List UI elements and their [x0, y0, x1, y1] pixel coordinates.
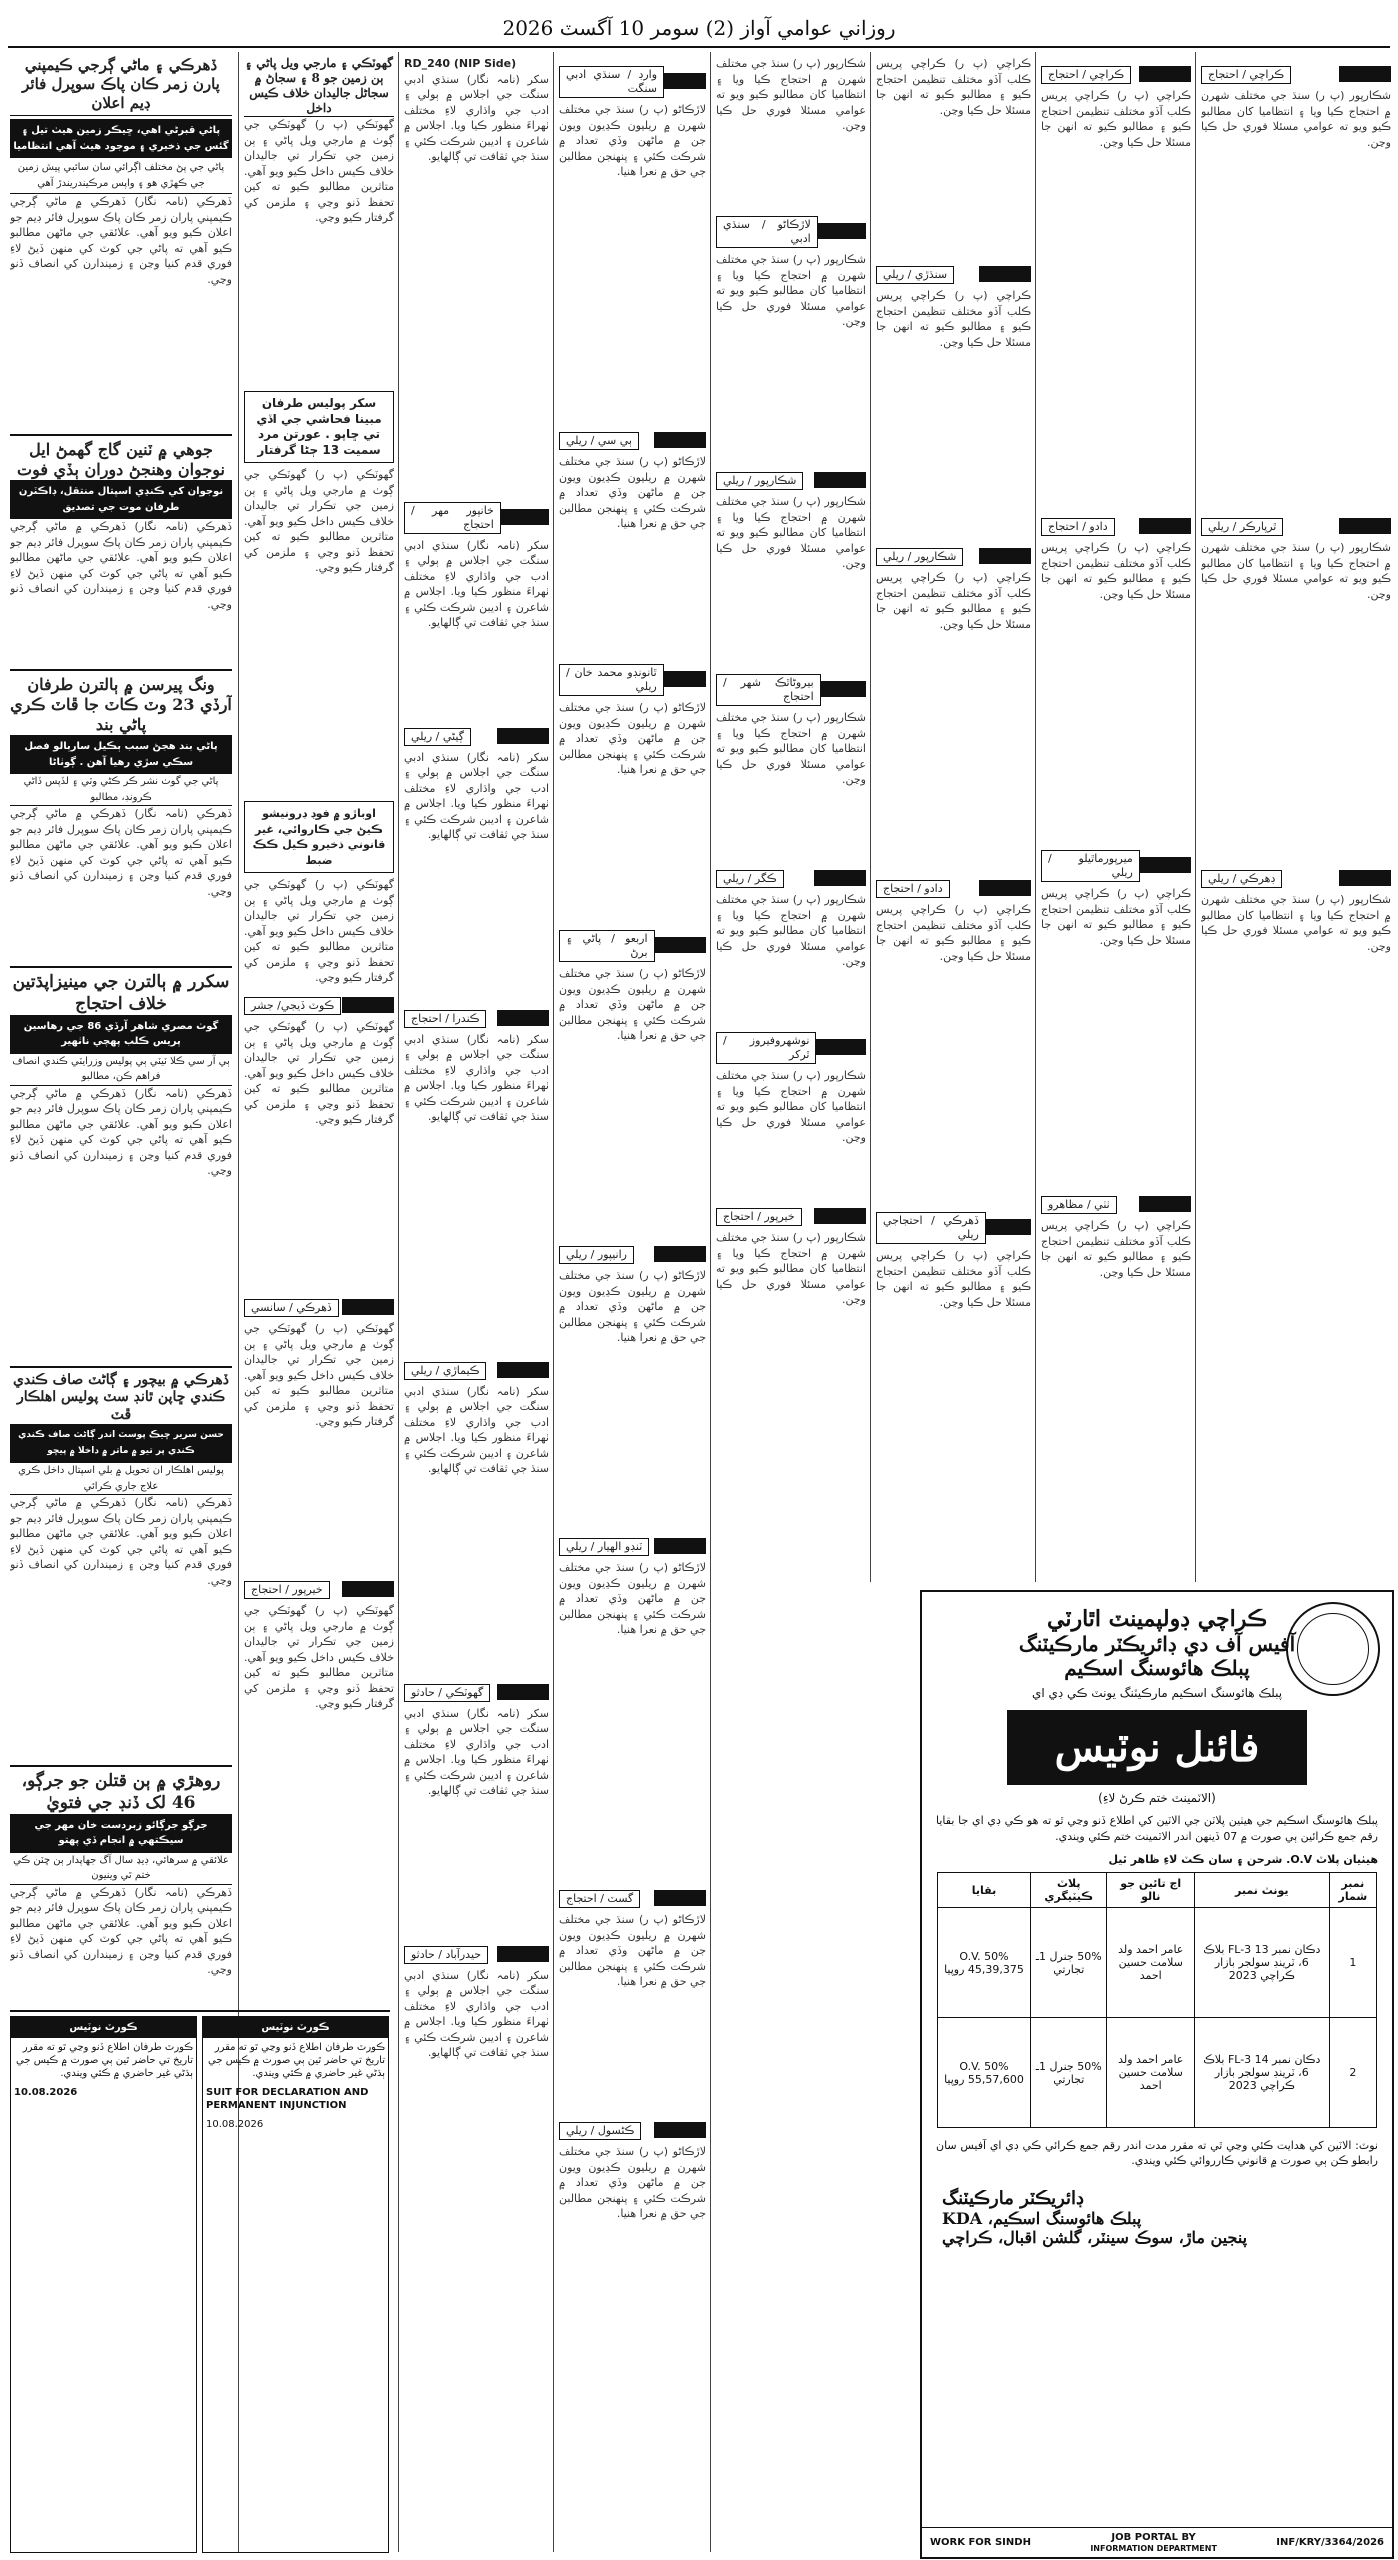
article-body: شڪارپور (پ ر) سنڌ جي مختلف شهرن ۾ احتجاج ڪيا ويا ۽ انتظاميا کان مطالبو ڪيو ويو ته عوامي مسئلا فوري حل ڪيا وڃن. — [716, 57, 866, 132]
ad-section-line: هيٺيان پلاٽ O.V. شرحن ۽ سان ڪٽ لاءِ ظاهر ٿيل — [1108, 1853, 1378, 1866]
article-body: لاڙڪاڻو (پ ر) سنڌ جي مختلف شهرن ۾ ريليون ڪڍيون ويون جن ۾ ماڻهن وڏي تعداد ۾ شرڪت ڪئي ۽ پنهنجن مطالبن جي حق ۾ نعرا هنيا. — [559, 967, 706, 1042]
article-body: شڪارپور (پ ر) سنڌ جي مختلف شهرن ۾ احتجاج ڪيا ويا ۽ انتظاميا کان مطالبو ڪيو ويو ته عوامي مسئلا فوري حل ڪيا وڃن. — [1201, 89, 1391, 149]
tag-block — [342, 997, 394, 1013]
article-body: سکر (نامہ نگار) سنڌي ادبي سنگت جي اجلاس ۾ ٻولي ۽ ادب جي واڌاري لاءِ مختلف ٺهراءَ منظور ڪيا ويا. اجلاس ۾ شاعرن ۽ اديبن شرڪت ڪئي ۽ سنڌ جي ثقافت تي ڳالهايو. — [404, 72, 549, 163]
table-cell: عامر احمد ولد سلامت حسين احمد — [1107, 2018, 1194, 2128]
headline-drowning: جوهي ۾ ٽنين گاج گهمڻ ايل نوجوان وهنجڻ دوران ٻڏي فوت — [10, 434, 232, 480]
tag-bar — [244, 1577, 394, 1601]
table-header: پلاٽ ڪيٽيگري — [1030, 1873, 1107, 1908]
allotment-table — [937, 1872, 1377, 2128]
table-header: يونٽ نمبر — [1194, 1873, 1329, 1908]
article-body: ڏهرڪي (نامہ نگار) ڏهرڪي ۾ ماڻي ڳرجي ڪيمپني پاران زمر ڪان پاڪ سوپرل فائر ڊيم جو اعلان ڪيو ويو آهي. علائقي جي ماڻهن مطالبو ڪيو آهي ته پاڻي جي کوٽ کي منهن ڏيڻ لاءِ فوري قدم کنيا وڃن ۽ زميندارن کي انصاف ڏنو وڃي. — [10, 520, 232, 611]
tag-bar — [1041, 1192, 1191, 1216]
tag-block — [342, 1299, 394, 1315]
headline-water-cut: ونگ پيرسن ۾ ٻالترن طرفان آرڏي 23 وٽ ڪاٽ جا ڦاٽ ڪري پاڻي بند — [10, 669, 232, 735]
tag-block — [654, 1246, 706, 1262]
article-body: لاڙڪاڻو (پ ر) سنڌ جي مختلف شهرن ۾ ريليون ڪڍيون ويون جن ۾ ماڻهن وڏي تعداد ۾ شرڪت ڪئي ۽ پنهنجن مطالبن جي حق ۾ نعرا هنيا. — [559, 2145, 706, 2220]
table-cell: دڪان نمبر 13 FL-3 بلاڪ 6، ٽرينڊ سولجر بازار ڪراچي 2023 — [1194, 1908, 1329, 2018]
dateline-tag: ڳيڻي / ريلي — [404, 728, 471, 746]
dateline-tag: ڪوٽ ڏيجي/ جشر — [244, 997, 341, 1015]
tag-block — [1339, 518, 1391, 534]
dateline-tag: رانيپور / ريلي — [559, 1246, 634, 1264]
table-header: بقايا — [938, 1873, 1031, 1908]
dateline-tag: بيروڻاٿڪ شهر / احتجاج — [716, 674, 821, 706]
article-body: ڏهرڪي (نامہ نگار) ڏهرڪي ۾ ماڻي ڳرجي ڪيمپني پاران زمر ڪان پاڪ سوپرل فائر ڊيم جو اعلان ڪيو ويو آهي. علائقي جي ماڻهن مطالبو ڪيو آهي ته پاڻي جي کوٽ کي منهن ڏيڻ لاءِ فوري قدم کنيا وڃن ۽ زميندارن کي انصاف ڏنو وڃي. — [10, 195, 232, 286]
table-cell: 50% جنرل 1ـ تجارتي — [1030, 1908, 1107, 2018]
table-cell: 50% O.V. 55,57,600 روپيا — [938, 2018, 1031, 2128]
column-divider — [553, 52, 554, 2552]
article-body: لاڙڪاڻو (پ ر) سنڌ جي مختلف شهرن ۾ ريليون ڪڍيون ويون جن ۾ ماڻهن وڏي تعداد ۾ شرڪت ڪئي ۽ پنهنجن مطالبن جي حق ۾ نعرا هنيا. — [559, 1561, 706, 1636]
article-body: لاڙڪاڻو (پ ر) سنڌ جي مختلف شهرن ۾ ريليون ڪڍيون ويون جن ۾ ماڻهن وڏي تعداد ۾ شرڪت ڪئي ۽ پنهنجن مطالبن جي حق ۾ نعرا هنيا. — [559, 701, 706, 776]
subhead-dam: پاڻي قبرڻي اهي، ڇيڪر زمين هيٺ تيل ۽ گئس جي ذخيري ۽ موجود هيٺ آهي انتظاميا — [10, 119, 232, 158]
subhead-water-cut: پاڻي بند هجڻ سبب ٻڪيل سارٻالو فصل سڪي سڙي رهيا آهن . ڳوٺاڻا — [10, 735, 232, 774]
dateline-tag: نوشهروفيروز / ٿرکر — [716, 1032, 816, 1064]
tag-bar — [1201, 514, 1391, 538]
tag-bar — [716, 1204, 866, 1228]
ad-footer-right: INF/KRY/3364/2026 — [1276, 2537, 1384, 2548]
tag-bar — [716, 212, 866, 250]
column-b — [244, 56, 394, 2001]
tag-block — [497, 1362, 549, 1378]
tag-block — [979, 266, 1031, 282]
headline-protest: سکرر ۾ ٻالترن جي مينيزاپڌتين خلاف احتجاج — [10, 966, 232, 1015]
subhead-protest-2: ٻي آر سي ڪلا ٽيٽي ٻي پولیس وزرايٽي ڪندي انصاف فراهم ڪن، مطالبو — [10, 1054, 232, 1086]
article-body: شڪارپور (پ ر) سنڌ جي مختلف شهرن ۾ احتجاج ڪيا ويا ۽ انتظاميا کان مطالبو ڪيو ويو ته عوامي مسئلا فوري حل ڪيا وڃن. — [716, 253, 866, 328]
dateline-tag: اربعو / پاڻي ۽ برڻ — [559, 930, 655, 962]
ad-footer-mid-1: JOB PORTAL BY — [1111, 2531, 1196, 2543]
tag-block — [654, 2122, 706, 2138]
ad-subtitle: (الاٽمينٽ ختم ڪرڻ لاءِ) — [1098, 1791, 1216, 1805]
dateline-tag: ڏهرڪي / احتجاجي ريلي — [876, 1212, 986, 1244]
tag-bar — [1201, 866, 1391, 890]
court-notice-date: 10.08.2026 — [14, 2087, 78, 2098]
court-notice-title: ڪورٽ نوٽيس — [11, 2017, 196, 2038]
tag-bar — [1041, 846, 1191, 884]
article-body: شڪارپور (پ ر) سنڌ جي مختلف شهرن ۾ احتجاج ڪيا ويا ۽ انتظاميا کان مطالبو ڪيو ويو ته عوامي مسئلا فوري حل ڪيا وڃن. — [716, 1069, 866, 1144]
tag-block — [979, 880, 1031, 896]
column-divider — [398, 52, 399, 2552]
tag-block — [497, 1010, 549, 1026]
article-body: شڪارپور (پ ر) سنڌ جي مختلف شهرن ۾ احتجاج ڪيا ويا ۽ انتظاميا کان مطالبو ڪيو ويو ته عوامي مسئلا فوري حل ڪيا وڃن. — [716, 893, 866, 968]
subhead-water-cut-2: پاڻي جي گوٺ نشر ڪر ڪڻي وٽي ۽ لڏپس ڏاڻي ڪرونڊ، مطالبو — [10, 774, 232, 806]
dateline-tag: دادو / احتجاج — [1041, 518, 1115, 536]
masthead-rule — [8, 46, 1390, 48]
column-divider — [710, 52, 711, 2552]
court-notice-body: ڪورٽ طرفان اطلاع ڏنو وڃي ٿو ته مقرر تاريخ تي حاضر ٿين ٻي صورت ۾ ڪيس جي ٻڌڻي غير حاضري ۾ ڪئي ويندي. — [208, 2042, 385, 2079]
headline-police: ڏهرڪي ۾ بيچور ۽ ڳاڻٽ صاف ڪندي ڪندي ڇاپن ٿانڊ سٽ پوليس اهلڪار ڦٽ — [10, 1366, 232, 1425]
tag-block — [1139, 1196, 1191, 1212]
tag-bar — [559, 1534, 706, 1558]
tag-bar — [876, 1208, 1031, 1246]
dateline-tag: ڪراچي / احتجاج — [1201, 66, 1291, 84]
tag-bar — [404, 1006, 549, 1030]
tag-block — [1339, 870, 1391, 886]
ad-note: نوٽ: الاٽين کي هدايت ڪئي وڃي ٿي ته مقرر مدت اندر رقم جمع ڪرائي ڪي ڊي اي آفيس سان رابطو ڪن ٻي صورت ۾ قانوني ڪارروائي ڪئي ويندي. — [936, 2139, 1378, 2167]
article-body: گھوٽڪي (پ ر) گھوٽڪي جي ڳوٺ ۾ مارجي ويل پاڻي ۽ ٻن زمين جي تڪرار تي جاليدان خلاف ڪيس داخل ڪيو ويو آهي. متاثرين مطالبو ڪيو ته کين تحفظ ڏنو وڃي ۽ ملزمن کي گرفتار ڪيو وڃي. — [244, 118, 394, 224]
court-notice — [10, 2016, 197, 2553]
dateline-tag: ٺٺي / مظاهرو — [1041, 1196, 1117, 1214]
kda-logo-inner — [1297, 1613, 1369, 1685]
dateline-tag: ڪراچي / احتجاج — [1041, 66, 1131, 84]
article-body: شڪارپور (پ ر) سنڌ جي مختلف شهرن ۾ احتجاج ڪيا ويا ۽ انتظاميا کان مطالبو ڪيو ويو ته عوامي مسئلا فوري حل ڪيا وڃن. — [716, 495, 866, 570]
dateline-tag: ڪندرا / احتجاج — [404, 1010, 486, 1028]
dateline-tag: خانپور مهر / احتجاج — [404, 502, 501, 534]
subhead-dam-2: پاڻي جي پڻ مختلف اڳرائي سان سائبي پيش زمين جي ڪهڙي هو ۽ واپس مرڪيندريندڙ آهي — [10, 158, 232, 194]
tag-bar — [559, 428, 706, 452]
column-c — [404, 56, 549, 2551]
article-body: ڪراچي (پ ر) ڪراچي پريس ڪلب آڏو مختلف تنظيمن احتجاج ڪيو ۽ مطالبو ڪيو ته انهن جا مسئلا حل ڪيا وڃن. — [876, 571, 1031, 631]
tag-block — [654, 1538, 706, 1554]
court-notice — [202, 2016, 389, 2553]
subhead-police-2: پوليس اهلڪار ان تحويل ۾ بلي اسپتال داخل ڪري علاج جاري ڪرائي — [10, 1463, 232, 1495]
tag-block — [664, 671, 706, 687]
article-body: ڪراچي (پ ر) ڪراچي پريس ڪلب آڏو مختلف تنظيمن احتجاج ڪيو ۽ مطالبو ڪيو ته انهن جا مسئلا حل ڪيا وڃن. — [1041, 541, 1191, 601]
dateline-tag: ڏهرڪي / سانسي — [244, 1299, 339, 1317]
ad-unit: پبلڪ هائوسنگ اسڪيم مارڪيٽنگ يونٽ ڪي ڊي اي — [1031, 1686, 1283, 1700]
dateline-tag: شڪارپور / ريلي — [716, 472, 803, 490]
dateline-tag: شڪارپور / ريلي — [876, 548, 963, 566]
article-body: ڏهرڪي (نامہ نگار) ڏهرڪي ۾ ماڻي ڳرجي ڪيمپني پاران زمر ڪان پاڪ سوپرل فائر ڊيم جو اعلان ڪيو ويو آهي. علائقي جي ماڻهن مطالبو ڪيو آهي ته پاڻي جي کوٽ کي منهن ڏيڻ لاءِ فوري قدم کنيا وڃن ۽ زميندارن کي انصاف ڏنو وڃي. — [10, 1885, 232, 1977]
ad-footer-mid-2: INFORMATION DEPARTMENT — [1090, 2543, 1217, 2553]
ad-scheme: پبلڪ هائوسنگ اسڪيم — [1064, 1656, 1250, 1680]
tag-bar — [876, 876, 1031, 900]
column-h — [1201, 56, 1391, 1581]
tag-block — [497, 1684, 549, 1700]
dateline-tag: حيدرآباد / حادثو — [404, 1946, 488, 1964]
tag-bar — [559, 62, 706, 100]
ad-sign-address: پنجين ماڙ، سوڪ سينٽر، گلشن اقبال، ڪراچي — [942, 2228, 1248, 2247]
tag-bar — [1201, 62, 1391, 86]
kda-final-notice-ad — [920, 1590, 1394, 2559]
tag-block — [821, 681, 866, 697]
article-body: گھوٽڪي (پ ر) گھوٽڪي جي ڳوٺ ۾ مارجي ويل پاڻي ۽ ٻن زمين جي تڪرار تي جاليدان خلاف ڪيس داخل ڪيو ويو آهي. متاثرين مطالبو ڪيو ته کين تحفظ ڏنو وڃي ۽ ملزمن کي گرفتار ڪيو وڃي. — [244, 878, 394, 984]
headline-ghotki: گھوٽڪي ۽ مارجي ويل پاڻي ۽ ٻن زمين جو 8 ۽ سجاڻ ۾ سجاڻل جاليدان خلاف ڪيس داخل — [244, 56, 393, 115]
tag-bar — [404, 498, 549, 536]
masthead-date: روزاني عوامي آواز (2) سومر 10 آگسٽ 2026 — [502, 16, 896, 40]
article-body: ڪراچي (پ ر) ڪراچي پريس ڪلب آڏو مختلف تنظيمن احتجاج ڪيو ۽ مطالبو ڪيو ته انهن جا مسئلا حل ڪيا وڃن. — [1041, 1219, 1191, 1279]
dateline-tag: ٻي سي / ريلي — [559, 432, 639, 450]
tag-bar — [716, 866, 866, 890]
table-row — [938, 1908, 1377, 2018]
dateline-tag: ٿانونڊو محمد خان / ريلي — [559, 664, 664, 696]
tag-block — [501, 509, 549, 525]
article-body: سکر (نامہ نگار) سنڌي ادبي سنگت جي اجلاس ۾ ٻولي ۽ ادب جي واڌاري لاءِ مختلف ٺهراءَ منظور ڪيا ويا. اجلاس ۾ شاعرن ۽ اديبن شرڪت ڪئي ۽ سنڌ جي ثقافت تي ڳالهايو. — [404, 750, 549, 841]
table-header-row — [938, 1873, 1377, 1908]
subhead-protest: گوٺ مصري شاهر آرڏي 86 جي رهاسين پريس ڪلب پهچي ناٺهير — [10, 1015, 232, 1054]
dateline-tag: خيرپور / احتجاج — [716, 1208, 802, 1226]
tag-block — [664, 73, 706, 89]
dateline-tag: ڪڻسول / ريلي — [559, 2122, 641, 2140]
article-body: لاڙڪاڻو (پ ر) سنڌ جي مختلف شهرن ۾ ريليون ڪڍيون ويون جن ۾ ماڻهن وڏي تعداد ۾ شرڪت ڪئي ۽ پنهنجن مطالبن جي حق ۾ نعرا هنيا. — [559, 1269, 706, 1344]
article-body: گھوٽڪي (پ ر) گھوٽڪي جي ڳوٺ ۾ مارجي ويل پاڻي ۽ ٻن زمين جي تڪرار تي جاليدان خلاف ڪيس داخل ڪيو ويو آهي. متاثرين مطالبو ڪيو ته کين تحفظ ڏنو وڃي ۽ ملزمن کي گرفتار ڪيو وڃي. — [244, 1020, 394, 1126]
court-notice-suit: SUIT FOR DECLARATION AND PERMANENT INJUNCTION — [206, 2087, 369, 2111]
table-cell: 50% O.V. 45,39,375 روپيا — [938, 1908, 1031, 2018]
article-body: سکر (نامہ نگار) سنڌي ادبي سنگت جي اجلاس ۾ ٻولي ۽ ادب جي واڌاري لاءِ مختلف ٺهراءَ منظور ڪيا ويا. اجلاس ۾ شاعرن ۽ اديبن شرڪت ڪئي ۽ سنڌ جي ثقافت تي ڳالهايو. — [404, 538, 549, 629]
box-raid: سکر پوليس طرفان مبينا فحاشي جي اڏي تي ڇاپو . عورتن مرد سميت 13 ڄڻا گرفتار — [244, 391, 394, 463]
headline-jirga: روهڙي ۾ ٻن قتلن جو جرڳو، 46 لک ڏنڊ جي فتويٰ — [10, 1765, 232, 1814]
tag-bar — [559, 1242, 706, 1266]
tag-block — [1339, 66, 1391, 82]
column-f — [876, 56, 1031, 1581]
tag-bar — [244, 1295, 394, 1319]
article-body: سکر (نامہ نگار) سنڌي ادبي سنگت جي اجلاس ۾ ٻولي ۽ ادب جي واڌاري لاءِ مختلف ٺهراءَ منظور ڪيا ويا. اجلاس ۾ شاعرن ۽ اديبن شرڪت ڪئي ۽ سنڌ جي ثقافت تي ڳالهايو. — [404, 1706, 549, 1797]
article-body: ڪراچي (پ ر) ڪراچي پريس ڪلب آڏو مختلف تنظيمن احتجاج ڪيو ۽ مطالبو ڪيو ته انهن جا مسئلا حل ڪيا وڃن. — [1041, 89, 1191, 149]
tag-block — [816, 1039, 866, 1055]
subhead-jirga: جرڳو جرڳائو زبردست خان مهر جي سيڪتھي ۾ انجام ڏي پهتو — [10, 1814, 232, 1853]
article-body: شڪارپور (پ ر) سنڌ جي مختلف شهرن ۾ احتجاج ڪيا ويا ۽ انتظاميا کان مطالبو ڪيو ويو ته عوامي مسئلا فوري حل ڪيا وڃن. — [716, 1231, 866, 1306]
tag-bar — [1041, 514, 1191, 538]
ad-sign-director: ڊائريڪٽر مارڪيٽنگ — [942, 2188, 1085, 2209]
box-food: اوباڙو ۾ فوڊ ڊرونيشو ڪيڻ جي ڪاروائي، غير قانوني ذخيرو ڪيل ڪڪ ضبط — [244, 801, 394, 873]
table-cell: عامر احمد ولد سلامت حسين احمد — [1107, 1908, 1194, 2018]
tag-block — [1139, 518, 1191, 534]
tag-block — [986, 1219, 1031, 1235]
article-body: ڪراچي (پ ر) ڪراچي پريس ڪلب آڏو مختلف تنظيمن احتجاج ڪيو ۽ مطالبو ڪيو ته انهن جا مسئلا حل ڪيا وڃن. — [876, 903, 1031, 963]
article-body: سکر (نامہ نگار) سنڌي ادبي سنگت جي اجلاس ۾ ٻولي ۽ ادب جي واڌاري لاءِ مختلف ٺهراءَ منظور ڪيا ويا. اجلاس ۾ شاعرن ۽ اديبن شرڪت ڪئي ۽ سنڌ جي ثقافت تي ڳالهايو. — [404, 1968, 549, 2059]
dateline-tag: ٿرپارڪر / ريلي — [1201, 518, 1283, 536]
dateline-tag: دادو / احتجاج — [876, 880, 950, 898]
dateline-tag: گسٽ / احتجاج — [559, 1890, 640, 1908]
tag-bar — [716, 670, 866, 708]
court-notice-title: ڪورٽ نوٽيس — [203, 2017, 388, 2038]
tag-bar — [244, 993, 394, 1017]
article-body: ڏهرڪي (نامہ نگار) ڏهرڪي ۾ ماڻي ڳرجي ڪيمپني پاران زمر ڪان پاڪ سوپرل فائر ڊيم جو اعلان ڪيو ويو آهي. علائقي جي ماڻهن مطالبو ڪيو آهي ته پاڻي جي کوٽ کي منهن ڏيڻ لاءِ فوري قدم کنيا وڃن ۽ زميندارن کي انصاف ڏنو وڃي. — [10, 1086, 232, 1178]
ad-sign-scheme: پبلڪ هائوسنگ اسڪيم، KDA — [942, 2209, 1142, 2228]
table-header: اڄ تائين جو نالو — [1107, 1873, 1194, 1908]
tag-bar — [876, 544, 1031, 568]
article-body: شڪارپور (پ ر) سنڌ جي مختلف شهرن ۾ احتجاج ڪيا ويا ۽ انتظاميا کان مطالبو ڪيو ويو ته عوامي مسئلا فوري حل ڪيا وڃن. — [1201, 541, 1391, 601]
subhead-police: حسن سرير ڇيڪ پوسٽ اندر ڳاڻٽ صاف ڪندي ڪندي پر تيو ۾ ماتر ۾ داخلا ۾ پيڇو — [10, 1424, 232, 1463]
tag-bar — [404, 724, 549, 748]
article-body: لاڙڪاڻو (پ ر) سنڌ جي مختلف شهرن ۾ ريليون ڪڍيون ويون جن ۾ ماڻهن وڏي تعداد ۾ شرڪت ڪئي ۽ پنهنجن مطالبن جي حق ۾ نعرا هنيا. — [559, 1913, 706, 1988]
ad-paragraph: پبلڪ هائوسنگ اسڪيم جي هيٺين پلاٽن جي الاٽين کي اطلاع ڏنو وڃي ٿو ته هو ڪي ڊي اي جا بقايا رقم جمع ڪرائين ٻي صورت ۾ 07 ڏينهن اندر الاٽمينٽ ختم ڪئي ويندي. — [936, 1814, 1378, 1843]
tag-bar — [559, 926, 706, 964]
subhead-jirga-2: علائقي ۾ سرهائي، ڊيڍ سال آگ جهاپدار ٻن ڇٽن ڪي ختم ٿي وينيون — [10, 1853, 232, 1885]
article-body: گھوٽڪي (پ ر) گھوٽڪي جي ڳوٺ ۾ مارجي ويل پاڻي ۽ ٻن زمين جي تڪرار تي جاليدان خلاف ڪيس داخل ڪيو ويو آهي. متاثرين مطالبو ڪيو ته کين تحفظ ڏنو وڃي ۽ ملزمن کي گرفتار ڪيو وڃي. — [244, 1604, 394, 1710]
court-notices-block — [10, 2010, 390, 2557]
column-e — [716, 56, 866, 1581]
column-d — [559, 56, 706, 2551]
headline-dam: ڏهرڪي ۽ ماڻي ڳرجي ڪيمپني پارن زمر ڪان پاڪ سوپرل فائر ڊيم اعلان — [10, 56, 232, 116]
dateline-tag: ڪيماڙي / ريلي — [404, 1362, 486, 1380]
ad-title-final-notice: فائنل نوٽيس — [1007, 1710, 1307, 1785]
tag-bar — [716, 468, 866, 492]
column-divider — [1035, 52, 1036, 1582]
ad-office: آفيس آف دي ڊائريڪٽر مارڪيٽنگ — [1018, 1632, 1296, 1656]
tag-bar — [404, 1680, 549, 1704]
ad-footer — [922, 2527, 1392, 2557]
rd-label: RD_240 (NIP Side) — [404, 57, 517, 70]
tag-block — [655, 937, 706, 953]
article-body: شڪارپور (پ ر) سنڌ جي مختلف شهرن ۾ احتجاج ڪيا ويا ۽ انتظاميا کان مطالبو ڪيو ويو ته عوامي مسئلا فوري حل ڪيا وڃن. — [716, 711, 866, 786]
tag-block — [818, 223, 866, 239]
table-cell: 1 — [1329, 1908, 1376, 2018]
tag-block — [1140, 857, 1191, 873]
tag-bar — [716, 1028, 866, 1066]
dateline-tag: ميرپورماٿيلو / ريلي — [1041, 850, 1140, 882]
column-g — [1041, 56, 1191, 1581]
dateline-tag: گھوٽڪي / حادثو — [404, 1684, 490, 1702]
tag-block — [497, 728, 549, 744]
subhead-drowning: نوجوان کي ڪنڍي اسپتال منتقل، ڊاڪٽرن طرفان موت جي تصديق — [10, 480, 232, 519]
column-divider — [1195, 52, 1196, 1582]
tag-block — [497, 1946, 549, 1962]
column-divider — [870, 52, 871, 1582]
tag-bar — [404, 1942, 549, 1966]
tag-block — [814, 1208, 866, 1224]
table-header: نمبر شمار — [1329, 1873, 1376, 1908]
article-body: لاڙڪاڻو (پ ر) سنڌ جي مختلف شهرن ۾ ريليون ڪڍيون ويون جن ۾ ماڻهن وڏي تعداد ۾ شرڪت ڪئي ۽ پنهنجن مطالبن جي حق ۾ نعرا هنيا. — [559, 103, 706, 178]
kda-logo-seal — [1286, 1602, 1380, 1696]
tag-block — [1139, 66, 1191, 82]
dateline-tag: ڪگر / ريلي — [716, 870, 784, 888]
tag-bar — [876, 262, 1031, 286]
article-body: گھوٽڪي (پ ر) گھوٽڪي جي ڳوٺ ۾ مارجي ويل پاڻي ۽ ٻن زمين جي تڪرار تي جاليدان خلاف ڪيس داخل ڪيو ويو آهي. متاثرين مطالبو ڪيو ته کين تحفظ ڏنو وڃي ۽ ملزمن کي گرفتار ڪيو وڃي. — [244, 1322, 394, 1428]
table-cell: دڪان نمبر 14 FL-3 بلاڪ 6، ٽرينڊ سولجر بازار ڪراچي 2023 — [1194, 2018, 1329, 2128]
article-body: ڪراچي (پ ر) ڪراچي پريس ڪلب آڏو مختلف تنظيمن احتجاج ڪيو ۽ مطالبو ڪيو ته انهن جا مسئلا حل ڪيا وڃن. — [876, 57, 1031, 117]
tag-block — [814, 870, 866, 886]
dateline-tag: وارڊ / سنڌي ادبي سنگت — [559, 66, 664, 98]
dateline-tag: لاڙڪاڻو / سنڌي ادبي — [716, 216, 818, 248]
tag-bar — [1041, 62, 1191, 86]
table-row — [938, 2018, 1377, 2128]
table-cell: 2 — [1329, 2018, 1376, 2128]
article-body: ڪراچي (پ ر) ڪراچي پريس ڪلب آڏو مختلف تنظيمن احتجاج ڪيو ۽ مطالبو ڪيو ته انهن جا مسئلا حل ڪيا وڃن. — [876, 1249, 1031, 1309]
tag-block — [654, 1890, 706, 1906]
tag-bar — [559, 1886, 706, 1910]
court-notice-date: 10.08.2026 — [206, 2119, 264, 2130]
tag-block — [814, 472, 866, 488]
article-body: ڪراچي (پ ر) ڪراچي پريس ڪلب آڏو مختلف تنظيمن احتجاج ڪيو ۽ مطالبو ڪيو ته انهن جا مسئلا حل ڪيا وڃن. — [1041, 887, 1191, 947]
article-body: ڏهرڪي (نامہ نگار) ڏهرڪي ۾ ماڻي ڳرجي ڪيمپني پاران زمر ڪان پاڪ سوپرل فائر ڊيم جو اعلان ڪيو ويو آهي. علائقي جي ماڻهن مطالبو ڪيو آهي ته پاڻي جي کوٽ کي منهن ڏيڻ لاءِ فوري قدم کنيا وڃن ۽ زميندارن کي انصاف ڏنو وڃي. — [10, 807, 232, 898]
ad-org-name: ڪراچي ڊولپمينٽ اٿارٽي — [1047, 1606, 1267, 1632]
article-body: ڏهرڪي (نامہ نگار) ڏهرڪي ۾ ماڻي ڳرجي ڪيمپني پاران زمر ڪان پاڪ سوپرل فائر ڊيم جو اعلان ڪيو ويو آهي. علائقي جي ماڻهن مطالبو ڪيو آهي ته پاڻي جي کوٽ کي منهن ڏيڻ لاءِ فوري قدم کنيا وڃن ۽ زميندارن کي انصاف ڏنو وڃي. — [10, 1496, 232, 1587]
article-body: ڪراچي (پ ر) ڪراچي پريس ڪلب آڏو مختلف تنظيمن احتجاج ڪيو ۽ مطالبو ڪيو ته انهن جا مسئلا حل ڪيا وڃن. — [876, 289, 1031, 349]
tag-bar — [559, 660, 706, 698]
article-body: گھوٽڪي (پ ر) گھوٽڪي جي ڳوٺ ۾ مارجي ويل پاڻي ۽ ٻن زمين جي تڪرار تي جاليدان خلاف ڪيس داخل ڪيو ويو آهي. متاثرين مطالبو ڪيو ته کين تحفظ ڏنو وڃي ۽ ملزمن کي گرفتار ڪيو وڃي. — [244, 468, 394, 574]
dateline-tag: خيرپور / احتجاج — [244, 1581, 330, 1599]
court-notice-body: ڪورٽ طرفان اطلاع ڏنو وڃي ٿو ته مقرر تاريخ تي حاضر ٿين ٻي صورت ۾ ڪيس جي ٻڌڻي غير حاضري ۾ ڪئي ويندي. — [16, 2042, 193, 2079]
tag-block — [979, 548, 1031, 564]
tag-bar — [404, 1358, 549, 1382]
dateline-tag: ٽنڊو الهيار / ريلي — [559, 1538, 649, 1556]
dateline-tag: سنڌڙي / ريلي — [876, 266, 954, 284]
article-body: شڪارپور (پ ر) سنڌ جي مختلف شهرن ۾ احتجاج ڪيا ويا ۽ انتظاميا کان مطالبو ڪيو ويو ته عوامي مسئلا فوري حل ڪيا وڃن. — [1201, 893, 1391, 953]
tag-block — [654, 432, 706, 448]
ad-footer-mid — [1090, 2532, 1217, 2554]
ad-footer-left: WORK FOR SINDH — [930, 2537, 1031, 2548]
article-body: سکر (نامہ نگار) سنڌي ادبي سنگت جي اجلاس ۾ ٻولي ۽ ادب جي واڌاري لاءِ مختلف ٺهراءَ منظور ڪيا ويا. اجلاس ۾ شاعرن ۽ اديبن شرڪت ڪئي ۽ سنڌ جي ثقافت تي ڳالهايو. — [404, 1384, 549, 1475]
table-cell: 50% جنرل 1ـ تجارتي — [1030, 2018, 1107, 2128]
tag-bar — [559, 2118, 706, 2142]
article-body: سکر (نامہ نگار) سنڌي ادبي سنگت جي اجلاس ۾ ٻولي ۽ ادب جي واڌاري لاءِ مختلف ٺهراءَ منظور ڪيا ويا. اجلاس ۾ شاعرن ۽ اديبن شرڪت ڪئي ۽ سنڌ جي ثقافت تي ڳالهايو. — [404, 1032, 549, 1123]
dateline-tag: ڊهرڪي / ريلي — [1201, 870, 1282, 888]
tag-block — [342, 1581, 394, 1597]
article-body: لاڙڪاڻو (پ ر) سنڌ جي مختلف شهرن ۾ ريليون ڪڍيون ويون جن ۾ ماڻهن وڏي تعداد ۾ شرڪت ڪئي ۽ پنهنجن مطالبن جي حق ۾ نعرا هنيا. — [559, 455, 706, 530]
